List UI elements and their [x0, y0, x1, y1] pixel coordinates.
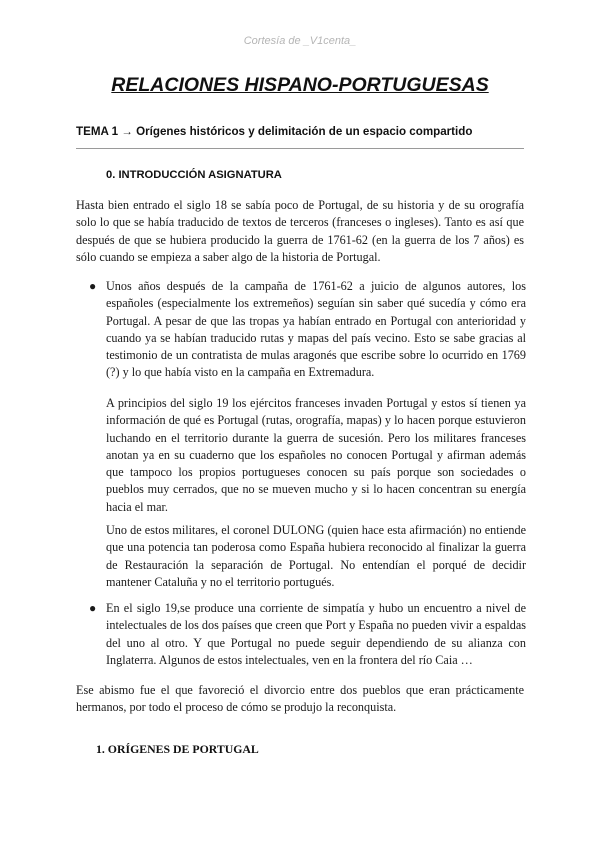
bullet-paragraph: En el siglo 19,se produce una corriente de simpatía y hubo un encuentro a nivel de intelectuales de los dos países que creen que Port y España no pueden vivir a espaldas del uno al otro. Y que Portugal no puede seguir dependiendo de su alianza con Inglaterra. Algunos de estos intelectuales, ven en la frontera del río Caia … [106, 601, 526, 667]
bullet-marker: ● [89, 601, 97, 615]
intro-paragraph: Hasta bien entrado el siglo 18 se sabía poco de Portugal, de su historia y de su orografía solo lo que se había traducido de textos de terceros (franceses o ingleses). Tanto es así que después de que se hubiera producido la guerra de 1761-62 (en la guerra de los 7 años) es sólo cuando se empieza a saber algo de la historia de Portugal. [76, 198, 524, 264]
bullet-marker: ● [89, 279, 97, 293]
paragraph: Uno de estos militares, el coronel DULONG (quien hace esta afirmación) no entiende que una potencia tan poderosa como España hubiera reconocido al finalizar la guerra de Restauración la separación de Portugal. No entendían el porqué de decidir mantener Cataluña y no el territorio portugués. [106, 523, 526, 589]
closing-paragraph: Ese abismo fue el que favoreció el divorcio entre dos pueblos que eran prácticamente hermanos, por todo el proceso de cómo se produjo la reconquista. [76, 683, 524, 715]
section-heading-introduccion: 0. INTRODUCCIÓN ASIGNATURA [106, 169, 282, 181]
bullet-paragraph: Unos años después de la campaña de 1761-62 a juicio de algunos autores, los españoles (especialmente los extremeños) seguían sin saber qué sucedía y cómo era Portugal. A pesar de que las tropas ya habían entrado en Portugal con anterioridad y cuando ya se habían traducido rutas y mapas del país vecino. Esto se sabe gracias al testimonio de un contratista de mulas aragonés que escribe sobre lo ocurrido en 1769 (?) y lo que había visto en la campaña en Extremadura. [106, 279, 526, 380]
watermark: Cortesía de _V1centa_ [243, 35, 357, 47]
tema-heading: TEMA 1 → Orígenes históricos y delimitación de un espacio compartido [76, 125, 473, 138]
paragraph: A principios del siglo 19 los ejércitos franceses invaden Portugal y estos sí tienen ya información de qué es Portugal (rutas, orografía, mapas) y lo hacen porque estuvieron luchando en el territorio durante la guerra de sucesión. Pero los militares franceses anotan ya en su cuaderno que los españoles no conocen Portugal y afirman además que tampoco los propios portugueses conocen su país porque son sociedades o pueblos muy cerrados, que no se mueven mucho y si lo hacen concentran su energía hacia el mar. [106, 396, 526, 514]
section-heading-origenes: 1. ORÍGENES DE PORTUGAL [96, 742, 259, 756]
divider [76, 148, 524, 149]
document-title: RELACIONES HISPANO-PORTUGUESAS [111, 74, 489, 96]
